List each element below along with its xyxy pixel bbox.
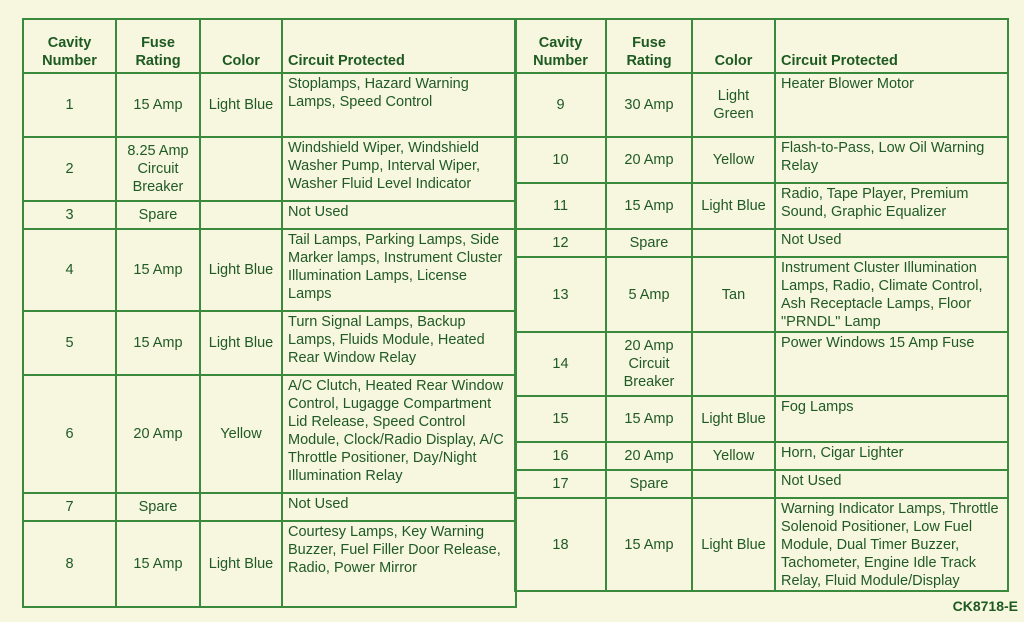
fuse-rating: 15 Amp — [606, 396, 692, 442]
fuse-rating: 20 Amp — [606, 137, 692, 183]
table-row — [23, 521, 516, 607]
fuse-rating: 15 Amp — [606, 498, 692, 591]
cavity-number: 14 — [515, 332, 606, 396]
table-row — [515, 470, 1008, 498]
fuse-color: Yellow — [200, 375, 282, 493]
cavity-number: 16 — [515, 442, 606, 470]
cavity-number: 15 — [515, 396, 606, 442]
table-row — [515, 73, 1008, 137]
fuse-color: Light Green — [692, 73, 775, 137]
table-row — [515, 498, 1008, 591]
cavity-number: 4 — [23, 229, 116, 311]
table-row — [515, 137, 1008, 183]
circuit-protected: Warning Indicator Lamps, Throttle Solenoid Positioner, Low Fuel Module, Dual Timer Buzzer, Tachometer, Engine Idle Track Relay, Fluid Module/Display — [775, 498, 1008, 591]
fuse-color: Light Blue — [200, 73, 282, 137]
circuit-protected: Horn, Cigar Lighter — [775, 442, 1008, 470]
fuse-rating: Spare — [606, 229, 692, 257]
circuit-protected: Not Used — [282, 493, 516, 521]
fuse-rating: 5 Amp — [606, 257, 692, 332]
header-fuse-rating: Fuse Rating — [116, 19, 200, 73]
cavity-number: 10 — [515, 137, 606, 183]
circuit-protected: Radio, Tape Player, Premium Sound, Graphic Equalizer — [775, 183, 1008, 229]
header-color: Color — [200, 19, 282, 73]
fuse-color — [692, 470, 775, 498]
fuse-rating: 15 Amp — [116, 73, 200, 137]
table-row — [23, 375, 516, 493]
fuse-color — [200, 493, 282, 521]
fuse-table-right — [514, 18, 1009, 592]
fuse-rating: Spare — [116, 493, 200, 521]
cavity-number: 17 — [515, 470, 606, 498]
table-row — [23, 73, 516, 137]
fuse-color: Light Blue — [692, 396, 775, 442]
fuse-color: Light Blue — [692, 183, 775, 229]
fuse-rating: 8.25 Amp Circuit Breaker — [116, 137, 200, 201]
circuit-protected: Windshield Wiper, Windshield Washer Pump, Interval Wiper, Washer Fluid Level Indicator — [282, 137, 516, 201]
fuse-rating: 15 Amp — [116, 311, 200, 375]
cavity-number: 5 — [23, 311, 116, 375]
circuit-protected: Turn Signal Lamps, Backup Lamps, Fluids Module, Heated Rear Window Relay — [282, 311, 516, 375]
fuse-color: Light Blue — [200, 521, 282, 607]
circuit-protected: Not Used — [775, 229, 1008, 257]
fuse-rating: 15 Amp — [116, 229, 200, 311]
header-color: Color — [692, 19, 775, 73]
fuse-rating: 20 Amp — [116, 375, 200, 493]
fuse-rating: Spare — [606, 470, 692, 498]
fuse-color — [200, 201, 282, 229]
table-row — [515, 396, 1008, 442]
diagram-code: CK8718-E — [952, 598, 1018, 614]
table-row — [23, 137, 516, 201]
table-row — [23, 229, 516, 311]
table-row — [23, 201, 516, 229]
fuse-color: Light Blue — [200, 311, 282, 375]
circuit-protected: Not Used — [775, 470, 1008, 498]
fuse-color: Tan — [692, 257, 775, 332]
fuse-color: Light Blue — [200, 229, 282, 311]
cavity-number: 3 — [23, 201, 116, 229]
table-row — [515, 229, 1008, 257]
circuit-protected: Heater Blower Motor — [775, 73, 1008, 137]
fuse-rating: Spare — [116, 201, 200, 229]
circuit-protected: Flash-to-Pass, Low Oil Warning Relay — [775, 137, 1008, 183]
fuse-table-left — [22, 18, 517, 608]
fuse-color: Light Blue — [692, 498, 775, 591]
fuse-chart — [22, 18, 1007, 589]
table-row — [23, 311, 516, 375]
table-row — [515, 332, 1008, 396]
header-cavity: Cavity Number — [23, 19, 116, 73]
circuit-protected: Not Used — [282, 201, 516, 229]
cavity-number: 18 — [515, 498, 606, 591]
header-row — [515, 19, 1008, 73]
cavity-number: 8 — [23, 521, 116, 607]
header-cavity: Cavity Number — [515, 19, 606, 73]
table-row — [23, 493, 516, 521]
table-row — [515, 442, 1008, 470]
circuit-protected: Power Windows 15 Amp Fuse — [775, 332, 1008, 396]
fuse-rating: 15 Amp — [606, 183, 692, 229]
circuit-protected: Fog Lamps — [775, 396, 1008, 442]
circuit-protected: Instrument Cluster Illumination Lamps, Radio, Climate Control, Ash Receptacle Lamps, Floor "PRNDL" Lamp — [775, 257, 1008, 332]
header-row — [23, 19, 516, 73]
fuse-color: Yellow — [692, 137, 775, 183]
fuse-color — [692, 229, 775, 257]
circuit-protected: A/C Clutch, Heated Rear Window Control, Lugagge Compartment Lid Release, Speed Control Module, Clock/Radio Display, A/C Throttle Positioner, Day/Night Illumination Relay — [282, 375, 516, 493]
cavity-number: 2 — [23, 137, 116, 201]
cavity-number: 9 — [515, 73, 606, 137]
circuit-protected: Tail Lamps, Parking Lamps, Side Marker lamps, Instrument Cluster Illumination Lamps, License Lamps — [282, 229, 516, 311]
cavity-number: 13 — [515, 257, 606, 332]
fuse-color: Yellow — [692, 442, 775, 470]
fuse-rating: 15 Amp — [116, 521, 200, 607]
table-row — [515, 257, 1008, 332]
header-circuit: Circuit Protected — [282, 19, 516, 73]
cavity-number: 12 — [515, 229, 606, 257]
cavity-number: 11 — [515, 183, 606, 229]
fuse-color — [692, 332, 775, 396]
fuse-rating: 30 Amp — [606, 73, 692, 137]
header-circuit: Circuit Protected — [775, 19, 1008, 73]
cavity-number: 6 — [23, 375, 116, 493]
fuse-rating: 20 Amp — [606, 442, 692, 470]
circuit-protected: Courtesy Lamps, Key Warning Buzzer, Fuel Filler Door Release, Radio, Power Mirror — [282, 521, 516, 607]
header-fuse-rating: Fuse Rating — [606, 19, 692, 73]
cavity-number: 7 — [23, 493, 116, 521]
fuse-rating: 20 Amp Circuit Breaker — [606, 332, 692, 396]
cavity-number: 1 — [23, 73, 116, 137]
fuse-color — [200, 137, 282, 201]
table-row — [515, 183, 1008, 229]
circuit-protected: Stoplamps, Hazard Warning Lamps, Speed Control — [282, 73, 516, 137]
